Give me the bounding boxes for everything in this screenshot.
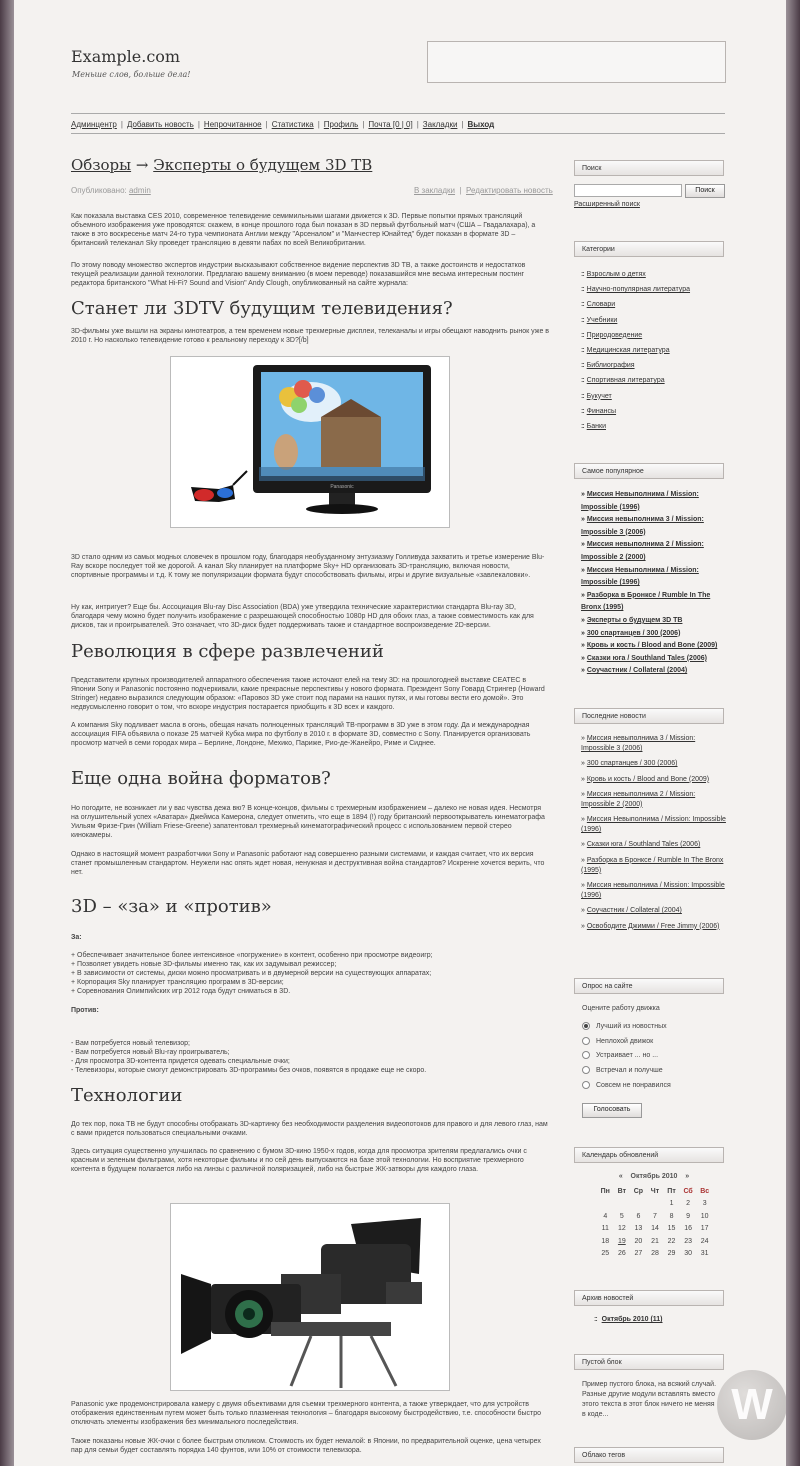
nav-top-divider xyxy=(71,113,725,114)
tv-brand-label: Panasonic xyxy=(330,484,354,490)
popular-item[interactable]: » 300 спартанцев / 300 (2006) xyxy=(581,629,681,637)
article-paragraph: Однако в настоящий момент разработчики Sony и Panasonic работают над совершенно разными системами, и каждая считает, что их версия станет промышленным стандартом. Неужели нас опять ждет новая, ненужная и деструктивная война стандартов? Искренне хочется верить, что нет. xyxy=(71,851,545,876)
pros-item: + В зависимости от системы, диски можно просматривать и в двумерной версии на существующих аппаратах; xyxy=(71,970,432,977)
camera-illustration xyxy=(171,1204,449,1390)
cons-list xyxy=(71,1039,549,1075)
poll-option[interactable]: Совсем не понравился xyxy=(582,1081,671,1089)
nav-profile[interactable]: Профиль xyxy=(323,120,359,129)
category-item[interactable]: :: Медицинская литература xyxy=(581,346,670,354)
popular-item[interactable]: » Миссия Невыполнима / Mission: Impossible (1996) xyxy=(581,566,699,587)
pros-item: + Корпорация Sky планирует трансляцию программ в 3D-версии; xyxy=(71,979,284,986)
calendar-week: 18 19 20 21 22 23 24 xyxy=(597,1235,713,1248)
tv-image xyxy=(170,356,450,528)
latest-news-item[interactable]: » 300 спартанцев / 300 (2006) xyxy=(581,760,678,768)
header-banner xyxy=(427,41,726,83)
section-heading: Революция в сфере развлечений xyxy=(71,641,384,662)
pros-label: За: xyxy=(71,934,82,941)
nav-admin[interactable]: Админцентр xyxy=(71,120,117,129)
article-paragraph: Ну как, интригует? Еще бы. Ассоциация Blu-ray Disc Association (BDA) уже утвердила технические характеристики стандарта Blu-ray 3D, благодаря чему можно будет получить изображение с разрешающей способностью 1080p HD для обоих глаз, а также совместимость как для дисков, так и проигрывателей. Это означает, что 3D-диск будет поддерживать также и стандартное воспроизведение 2D-версии. xyxy=(71,604,534,629)
radio-button[interactable] xyxy=(582,1081,590,1089)
poll-question: Оцените работу движка xyxy=(582,1005,660,1012)
calendar-month[interactable]: « Октябрь 2010 » xyxy=(618,1173,690,1180)
cons-item: - Вам потребуется новый Blu-ray проигрыватель; xyxy=(71,1049,230,1056)
cons-item: - Вам потребуется новый телевизор; xyxy=(71,1040,190,1047)
section-heading: Технологии xyxy=(71,1085,183,1106)
section-heading: Станет ли 3DTV будущим телевидения? xyxy=(71,298,453,319)
archive-block-title: Архив новостей xyxy=(574,1290,724,1306)
category-item[interactable]: :: Словари xyxy=(581,301,616,309)
category-item[interactable]: :: Учебники xyxy=(581,316,618,324)
empty-block-text: Пример пустого блока, на всякий случай. Разные другие модули вставлять вместо этого текста в этот блок ничего не меняя в коде... xyxy=(582,1381,717,1418)
section-heading: Еще одна война форматов? xyxy=(71,768,331,789)
nav-bottom-divider xyxy=(71,133,725,134)
bookmark-link[interactable]: В закладки xyxy=(414,186,456,195)
page-frame xyxy=(14,0,786,1466)
category-item[interactable]: :: Финансы xyxy=(581,407,617,415)
pros-item: + Соревнования Олимпийских игр 2012 года будут сниматься в 3D. xyxy=(71,988,291,995)
pros-item: + Позволяет увидеть новые 3D-фильмы именно так, как их задумывал режиссер; xyxy=(71,961,337,968)
popular-item[interactable]: » Сказки юга / Southland Tales (2006) xyxy=(581,654,707,662)
article-meta xyxy=(71,186,151,195)
nav-add-news[interactable]: Добавить новость xyxy=(126,120,194,129)
latest-news-item[interactable]: » Соучастник / Collateral (2004) xyxy=(581,907,682,915)
latest-news-item[interactable]: » Освободите Джимми / Free Jimmy (2006) xyxy=(581,922,720,930)
site-logo[interactable]: Example.com xyxy=(71,47,181,66)
popular-item[interactable]: » Кровь и кость / Blood and Bone (2009) xyxy=(581,642,718,650)
vote-button[interactable]: Голосовать xyxy=(582,1103,642,1118)
pros-list xyxy=(71,951,549,996)
radio-button[interactable] xyxy=(582,1066,590,1074)
camera-image xyxy=(170,1203,450,1391)
popular-item[interactable]: » Соучастник / Collateral (2004) xyxy=(581,667,688,675)
category-item[interactable]: :: Букучет xyxy=(581,392,612,400)
poll-block-title: Опрос на сайте xyxy=(574,978,724,994)
poll-option[interactable]: Неплохой движок xyxy=(582,1037,653,1045)
article-paragraph: По этому поводу множество экспертов индустрии высказывают собственное видение перспектив 3D ТВ, а также достоинств и недостатков текущей реализации данной технологии. Предлагаю вашему вниманию (в моем переводе) показавшийся мне весьма интересным постинг редактора британского "What Hi-Fi? Sound and Vision" Andy Clough, опубликованный на сайте журнала: xyxy=(71,262,526,287)
tv-illustration xyxy=(171,357,449,527)
cons-item: - Телевизоры, которые смогут демонстрировать 3D-программы без очков, появятся в продаже еще не скоро. xyxy=(71,1067,427,1074)
article-actions: В закладки | Редактировать новость xyxy=(414,186,553,195)
article-paragraph: Здесь ситуация существенно улучшилась по сравнению с бумом 3D-кино 1950-х годов, когда для просмотра зрителям предлагались очки с красным и зеленым фильтрами, хотя некоторые фильмы и по сей день выпускаются на базе этой технологии. Но восприятие трехмерного контента в будущем полагается либо на линзы с различной поляризацией, либо на быстрые ЖК-затворы для каждого глаза. xyxy=(71,1148,527,1173)
poll-option[interactable]: Лучший из новостных xyxy=(582,1022,667,1030)
empty-block-title: Пустой блок xyxy=(574,1354,724,1370)
article-paragraph: А компания Sky подливает масла в огонь, обещая начать полноценных трансляций ТВ-программ в 3D уже в этом году. Да и международная ассоциация FIFA объявила о показе 25 матчей Кубка мира по футболу в 2010 г. в формате 3D, совместно с Sony. Планируется организовать просмотр матчей в семи городах мира – Берлине, Лондоне, Мехико, Париже, Рио-де-Жанейро, Риме и Сиднее. xyxy=(71,722,531,747)
poll-option[interactable]: Устраивает ... но ... xyxy=(582,1051,658,1059)
latest-news-item[interactable]: » Миссия невыполнима 2 / Mission: Impossible 2 (2000) xyxy=(581,790,696,808)
latest-news-item[interactable]: » Кровь и кость / Blood and Bone (2009) xyxy=(581,775,710,783)
calendar-week: 1 2 3 xyxy=(669,1200,707,1208)
author-link[interactable]: admin xyxy=(128,186,151,195)
cons-item: - Для просмотра 3D-контента придется одевать специальные очки; xyxy=(71,1058,290,1065)
calendar-week: 25 26 27 28 29 30 31 xyxy=(601,1250,709,1258)
latest-news-item[interactable]: » Миссия невыполнима 3 / Mission: Impossible 3 (2006) xyxy=(581,735,696,752)
breadcrumb-category[interactable]: Обзоры xyxy=(71,156,132,174)
latest-news-item[interactable]: » Разборка в Бронксе / Rumble In The Bronx (1995) xyxy=(581,856,724,874)
calendar-week: 11 12 13 14 15 16 17 xyxy=(601,1225,709,1233)
article-paragraph: До тех пор, пока ТВ не будут способны отображать 3D-картинку без необходимости разделения видеопотоков для правого и для левого глаз, нам с вами придется пользоваться специальными очками. xyxy=(71,1121,548,1137)
popular-list xyxy=(581,489,726,678)
article-paragraph: Panasonic уже продемонстрировала камеру с двумя объективами для съемки трехмерного контента, а также утверждает, что для устройств отображения единственным путем может быть только плазменная технология – благодаря высокому быстродействию, т.е. способности быстро отключать элементы изображения без минимального последействия. xyxy=(71,1401,541,1426)
poll-option[interactable]: Встречал и получше xyxy=(582,1066,663,1074)
nav-logout[interactable]: Выход xyxy=(467,120,495,129)
calendar-day-link[interactable]: 19 xyxy=(617,1237,626,1245)
category-item[interactable]: :: Природоведение xyxy=(581,331,643,339)
popular-block-title: Самое популярное xyxy=(574,463,724,479)
calendar-week: 4 5 6 7 8 9 10 xyxy=(603,1212,709,1220)
calendar-block-title: Календарь обновлений xyxy=(574,1147,724,1163)
popular-item[interactable]: » Миссия невыполнима 3 / Mission: Impossible 3 (2006) xyxy=(581,516,704,536)
category-item[interactable]: :: Банки xyxy=(581,422,606,430)
nav-mail[interactable]: Почта [0 | 0] xyxy=(368,120,413,129)
popular-item[interactable]: » Миссия невыполнима 2 / Mission: Impossible 2 (2000) xyxy=(581,541,704,561)
tag-cloud-title: Облако тегов xyxy=(574,1447,724,1463)
categories-block-title: Категории xyxy=(574,241,724,257)
popular-item[interactable]: » Миссия Невыполнима / Mission: Impossible (1996) xyxy=(581,491,699,511)
article-paragraph: 3D стало одним из самых модных словечек в прошлом году, благодаря необузданному энтузиазму Голливуда захватить и третье измерение Blu-Ray вскоре последует той же дорогой. А канал Sky планирует на платформе Sky+ HD организовать 3D-трансляцию, включая новости, спортивные программы и т.д. К тому же популяризации формата будут способствовать фильмы, игры и другие визуальные «завлекаловки». xyxy=(71,554,545,579)
edit-news-link[interactable]: Редактировать новость xyxy=(466,186,553,195)
article-paragraph: Но погодите, не возникает ли у вас чувства дежа вю? В конце-концов, фильмы с трехмерным изображением – далеко не новая идея. Несмотря на оглушительный успех «Аватара» Джеймса Камерона, следует отметить, что еще в 1894 (!) году британский первооткрыватель кинематографа Уильям Фризе-Грин (William Friese-Greene) запатентовал трехмерный кинематографический процесс с использованием первой стерео кинокамеры. xyxy=(71,805,545,839)
latest-news-item[interactable]: » Сказки юга / Southland Tales (2006) xyxy=(581,841,701,849)
article-title xyxy=(71,156,372,174)
archive-item[interactable]: :: Октябрь 2010 (11) xyxy=(594,1316,663,1323)
radio-button[interactable] xyxy=(582,1051,590,1059)
watermark-logo: W xyxy=(717,1370,787,1440)
search-button[interactable]: Поиск xyxy=(685,184,725,198)
top-navigation: Админцентр | Добавить новость | Непрочитанное | Статистика | Профиль | Почта [0 | 0] | Закладки | Выход xyxy=(71,120,495,129)
search-block-title: Поиск xyxy=(574,160,724,176)
latest-news-item[interactable]: » Миссия невыполнима / Mission: Impossible (1996) xyxy=(581,882,725,900)
search-input[interactable] xyxy=(574,184,682,197)
latest-news-item[interactable]: » Миссия Невыполнима / Mission: Impossible (1996) xyxy=(581,816,726,834)
site-slogan: Меньше слов, больше дела! xyxy=(72,70,191,79)
article-paragraph: Представители крупных производителей аппаратного обеспечения также источают елей на тему 3D: на прошлогодней выставке CEATEC в Японии Sony и Panasonic постоянно подчеркивали, какие прекрасные перспективы у нового формата. Президент Sony Говард Стрингер (Howard Stringer) недавно выразился следующим образом: «Паровоз 3D уже стоит под парами на наших путях, и мы готовы вести его домой». Это недвусмысленно говорит о том, что вскоре индустрия постарается приобщить к 3D всех и каждого. xyxy=(71,677,545,711)
radio-button[interactable] xyxy=(582,1022,590,1030)
popular-item[interactable]: » Эксперты о будущем 3D ТВ xyxy=(581,616,683,624)
article-paragraph: Также показаны новые ЖК-очки с более быстрым откликом. Стоимость их будет немалой: в Японии, по предварительной оценке, цена четырех пар для семьи будет составлять порядка 140 фунтов, или 10% от стоимости телевизора. xyxy=(71,1438,541,1454)
category-item[interactable]: :: Научно-популярная литература xyxy=(581,286,691,294)
nav-bookmarks[interactable]: Закладки xyxy=(422,120,458,129)
published-label: Опубликовано: xyxy=(71,186,127,195)
article-paragraph: Как показала выставка CES 2010, современное телевидение семимильными шагами движется к 3D. Первые попытки прямых трансляций объемного изображения уже проводятся: скажем, в конце прошлого года был показан в 3D первый футбольный матч (США – Гвадалахара), а также в это воскресенье матч 24-го тура чемпионата Англии между "Арсеналом" и "Манчестер Юнайтед" будет показан в формате 3D – британский телеканал Sky проведет трансляцию в девяти пабах по всей Великобритании. xyxy=(71,213,536,247)
category-item[interactable]: :: Спортивная литература xyxy=(581,377,665,385)
radio-button[interactable] xyxy=(582,1037,590,1045)
breadcrumb-arrow: → xyxy=(135,156,149,174)
article-title-link[interactable]: Эксперты о будущем 3D ТВ xyxy=(153,156,373,174)
categories-list xyxy=(581,267,731,434)
calendar-header-row: Пн Вт Ср Чт Пт Сб Вс xyxy=(600,1187,710,1195)
article-paragraph: 3D-фильмы уже вышли на экраны кинотеатров, а тем временем новые трехмерные дисплеи, телеканалы и игры обещают наводнить рынок уже в 2010 г. Но насколько телевидение готово к реальному переходу к 3D?[/b] xyxy=(71,328,550,344)
cons-label: Против: xyxy=(71,1007,99,1014)
latest-news-list xyxy=(581,734,726,937)
calendar-table xyxy=(597,1185,713,1260)
advanced-search-link[interactable]: Расширенный поиск xyxy=(574,201,640,208)
popular-item[interactable]: » Разборка в Бронксе / Rumble In The Bronx (1995) xyxy=(581,591,711,612)
nav-stats[interactable]: Статистика xyxy=(271,120,314,129)
latest-block-title: Последние новости xyxy=(574,708,724,724)
section-heading: 3D – «за» и «против» xyxy=(71,896,272,917)
category-item[interactable]: :: Библиография xyxy=(581,362,635,370)
category-item[interactable]: :: Взрослым о детях xyxy=(581,271,646,278)
pros-item: + Обеспечивает значительное более интенсивное «погружение» в контент, особенно при просмотре видеоигр; xyxy=(71,952,433,959)
nav-unread[interactable]: Непрочитанное xyxy=(203,120,262,129)
